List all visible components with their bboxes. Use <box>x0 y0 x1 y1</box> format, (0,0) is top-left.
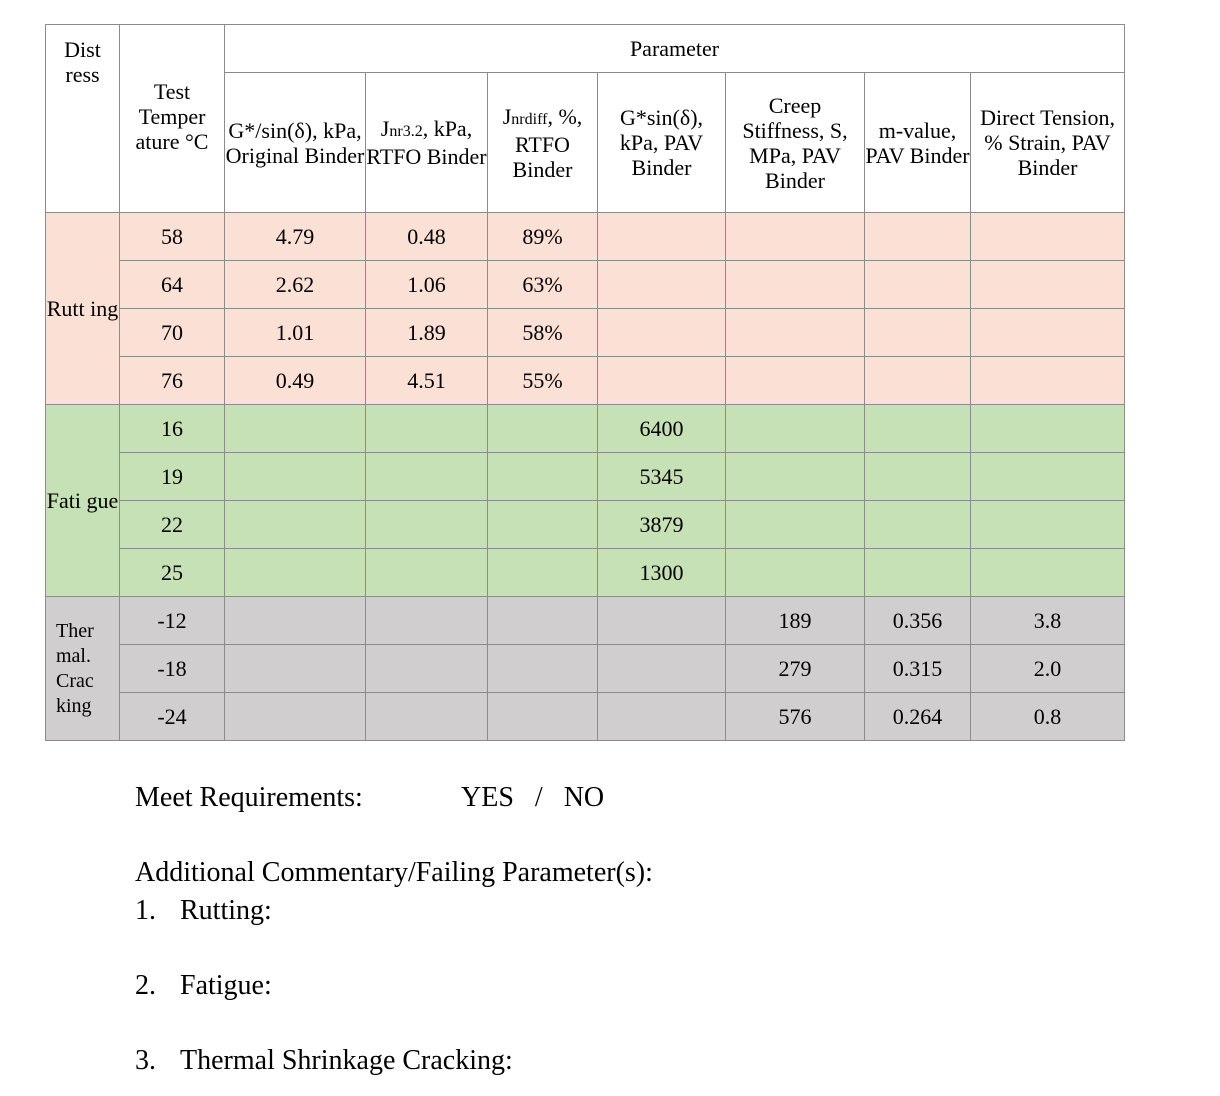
value-cell: 0.264 <box>865 693 971 741</box>
value-cell: 0.48 <box>366 213 488 261</box>
value-cell <box>488 693 598 741</box>
value-cell: 0.356 <box>865 597 971 645</box>
value-cell <box>726 501 865 549</box>
value-cell <box>598 309 726 357</box>
distress-group-label: Fati gue <box>46 405 120 597</box>
temperature-cell: 58 <box>120 213 225 261</box>
value-cell <box>598 357 726 405</box>
value-cell <box>598 213 726 261</box>
value-cell <box>366 501 488 549</box>
value-cell <box>726 213 865 261</box>
value-cell: 0.49 <box>225 357 366 405</box>
yes-option[interactable]: YES <box>461 782 514 813</box>
column-header-subscript: nr3.2 <box>389 123 423 140</box>
binder-test-table <box>45 24 1125 741</box>
value-cell: 1.89 <box>366 309 488 357</box>
value-cell: 5345 <box>598 453 726 501</box>
table-row <box>46 453 1125 501</box>
value-cell: 4.51 <box>366 357 488 405</box>
meet-requirements <box>135 782 604 814</box>
value-cell <box>726 357 865 405</box>
value-cell <box>225 549 366 597</box>
value-cell <box>366 597 488 645</box>
value-cell <box>366 549 488 597</box>
value-cell <box>598 597 726 645</box>
value-cell <box>865 549 971 597</box>
table-row <box>46 261 1125 309</box>
item-label: Rutting: <box>180 895 272 926</box>
value-cell: 55% <box>488 357 598 405</box>
column-header <box>225 73 366 213</box>
column-header-text: m-value, PAV Binder <box>865 117 970 168</box>
value-cell: 1.01 <box>225 309 366 357</box>
meet-requirements-label: Meet Requirements: <box>135 782 363 813</box>
item-number: 2. <box>135 970 156 1001</box>
value-cell: 89% <box>488 213 598 261</box>
column-header-text: Creep Stiffness, S, MPa, PAV Binder <box>742 92 848 193</box>
column-header <box>366 73 488 213</box>
column-header-text: , %, RTFO Binder <box>512 103 583 182</box>
value-cell <box>366 645 488 693</box>
value-cell <box>488 597 598 645</box>
column-header-text: G*sin(δ), kPa, PAV Binder <box>619 105 704 180</box>
value-cell <box>598 261 726 309</box>
value-cell <box>225 645 366 693</box>
value-cell: 279 <box>726 645 865 693</box>
value-cell: 2.0 <box>971 645 1125 693</box>
value-cell <box>225 597 366 645</box>
value-cell: 3.8 <box>971 597 1125 645</box>
value-cell: 2.62 <box>225 261 366 309</box>
table-row <box>46 645 1125 693</box>
value-cell <box>726 549 865 597</box>
column-header-text: J <box>380 116 390 141</box>
value-cell <box>488 645 598 693</box>
temperature-cell: -18 <box>120 645 225 693</box>
value-cell <box>488 453 598 501</box>
value-cell <box>366 453 488 501</box>
table-row <box>46 693 1125 741</box>
value-cell <box>971 405 1125 453</box>
distress-group-label: Rutt ing <box>46 213 120 405</box>
distress-header: Dist ress <box>46 25 120 213</box>
test-temperature-header: Test Temper ature °C <box>120 25 225 213</box>
value-cell <box>488 501 598 549</box>
value-cell <box>971 549 1125 597</box>
value-cell <box>488 405 598 453</box>
value-cell <box>726 309 865 357</box>
value-cell <box>971 501 1125 549</box>
temperature-cell: 64 <box>120 261 225 309</box>
value-cell <box>598 645 726 693</box>
value-cell <box>726 261 865 309</box>
value-cell <box>366 693 488 741</box>
column-header <box>971 73 1125 213</box>
value-cell <box>225 693 366 741</box>
value-cell <box>971 213 1125 261</box>
value-cell <box>971 357 1125 405</box>
column-header <box>598 73 726 213</box>
value-cell <box>225 453 366 501</box>
column-header <box>726 73 865 213</box>
table-row <box>46 309 1125 357</box>
item-label: Thermal Shrinkage Cracking: <box>180 1045 513 1076</box>
table-row <box>46 357 1125 405</box>
value-cell: 1.06 <box>366 261 488 309</box>
temperature-cell: 22 <box>120 501 225 549</box>
value-cell: 576 <box>726 693 865 741</box>
item-number: 1. <box>135 895 156 926</box>
temperature-cell: -24 <box>120 693 225 741</box>
value-cell: 189 <box>726 597 865 645</box>
value-cell <box>865 405 971 453</box>
temperature-cell: 70 <box>120 309 225 357</box>
value-cell: 6400 <box>598 405 726 453</box>
column-header <box>865 73 971 213</box>
column-header-text: G*/sin(δ), kPa, Original Binder <box>225 117 365 168</box>
value-cell <box>865 453 971 501</box>
column-header-text: Direct Tension, % Strain, PAV Binder <box>980 105 1115 180</box>
value-cell: 58% <box>488 309 598 357</box>
value-cell: 1300 <box>598 549 726 597</box>
temperature-cell: 19 <box>120 453 225 501</box>
commentary-heading: Additional Commentary/Failing Parameter(s): <box>135 857 653 888</box>
value-cell <box>865 213 971 261</box>
column-header-text: , kPa, RTFO Binder <box>366 116 487 169</box>
option-separator: / <box>534 782 543 813</box>
value-cell <box>726 453 865 501</box>
value-cell <box>971 261 1125 309</box>
parameter-header: Parameter <box>225 25 1125 73</box>
table-row <box>46 405 1125 453</box>
temperature-cell: 76 <box>120 357 225 405</box>
temperature-cell: 25 <box>120 549 225 597</box>
temperature-cell: 16 <box>120 405 225 453</box>
commentary-item-thermal <box>135 1045 513 1077</box>
distress-group-label: Ther mal. Crac king <box>46 597 120 741</box>
value-cell <box>225 405 366 453</box>
column-header <box>488 73 598 213</box>
value-cell: 0.8 <box>971 693 1125 741</box>
value-cell <box>865 309 971 357</box>
value-cell <box>971 453 1125 501</box>
value-cell <box>726 405 865 453</box>
temperature-cell: -12 <box>120 597 225 645</box>
table-row <box>46 597 1125 645</box>
table-row <box>46 501 1125 549</box>
table-row <box>46 549 1125 597</box>
value-cell: 4.79 <box>225 213 366 261</box>
column-header-text: J <box>502 103 512 129</box>
value-cell: 0.315 <box>865 645 971 693</box>
value-cell <box>865 357 971 405</box>
value-cell <box>366 405 488 453</box>
commentary-item-rutting <box>135 895 272 927</box>
value-cell <box>488 549 598 597</box>
table-row <box>46 213 1125 261</box>
value-cell <box>971 309 1125 357</box>
item-number: 3. <box>135 1045 156 1076</box>
value-cell: 3879 <box>598 501 726 549</box>
column-header-subscript: nrdiff <box>511 110 548 128</box>
commentary-item-fatigue <box>135 970 272 1002</box>
value-cell <box>865 501 971 549</box>
item-label: Fatigue: <box>180 970 272 1001</box>
value-cell <box>598 693 726 741</box>
value-cell <box>865 261 971 309</box>
no-option[interactable]: NO <box>563 782 605 813</box>
value-cell: 63% <box>488 261 598 309</box>
value-cell <box>225 501 366 549</box>
